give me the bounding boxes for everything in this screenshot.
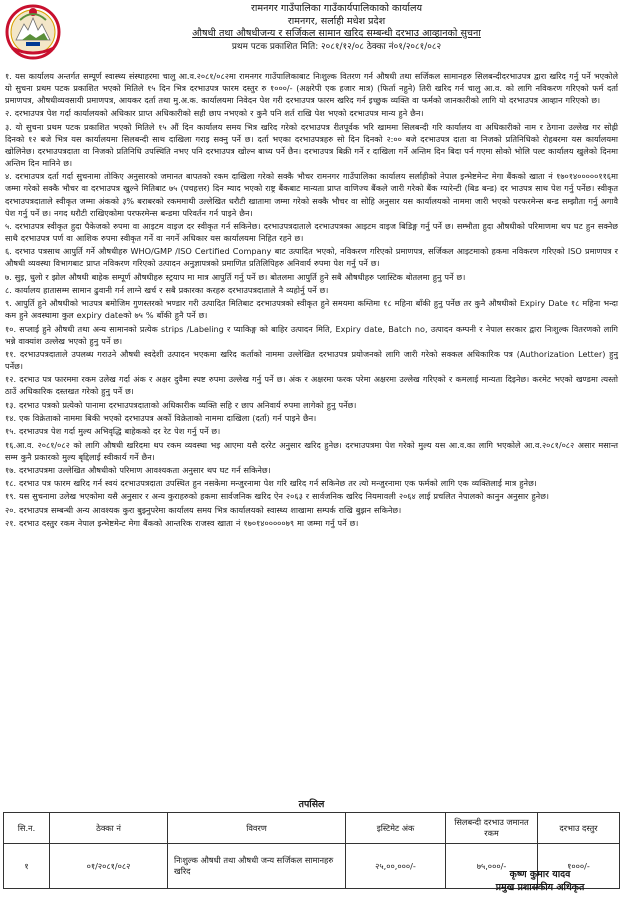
clause-1: १. यस कार्यालय अन्तर्गत सम्पूर्ण स्वास्थ्य संस्थाहरमा चालु आ.व.२०८१/०८२मा रामनगर गाउँपालिकाबाट निःशुल्क वितरण गर्न औषधी तथा सर्जिकल सामानहरु सिलबन्दीदरभाउपत्र द्वारा खरिद गर्नु पर्ने भएकोले यो सुचना प्रथम पटक प्रकाशित भएको मितिले १५ दिन भित्र दरभाउपत्र फारम दस्तुर रु १०००/- (अक्षरेपी एक हजार मात्र) (फिर्ता नहुने) तिरी खरिद गर्न चालु आ.व. को लागि नविकरण गरिएको फर्म दर्ता प्रमाणपत्र, औषधीव्यवसायी प्रमाणपत्र, आयकर दर्ता तथा मु.अ.क. कार्यालयमा निवेदन पेश गरी दरभाउपत्र फारम खरिद गर्न इच्छुक व्यक्ति वा फर्मको जानकारीको लागि यो दरभाउपत्र आव्हान गरिएको छ। (5, 71, 618, 106)
clause-17: १७. दरभाउपत्रमा उल्लेखित औषधीको परिमाण आवश्यकता अनुसार थप घट गर्न सकिनेछ। (5, 464, 271, 475)
clause-13: १३. दरभाउ पत्रको प्रत्येको पानामा दरभाउपत्रदाताको अधिकारीक व्यक्ति सहि र छाप अनिवार्य रुपमा लागेको हुनु पर्नेछ। (5, 399, 357, 410)
clause-4: ४. दरभाउपत्र दर्ता गर्दा सुचनामा तोकिए अनुसारको जमानत बापतको रकम दाखिला गरेको सक्कै भौचर रामनगर गाउँपालिका कार्यालय सर्लाहीको नेपाल इन्भेष्टमेन्ट मेगा बैंकको खाता नं १७०१४०००००११६मा जम्मा गरेको सक्कै भौचर वा दरभाउपत्र खुल्ने मितिबाट ७५ (पचहत्तर) दिन म्याद भएको राष्ट्र बैंकबाट मान्यता प्राप्त वाणिज्य बैंकले जारी गरेको बैंक ग्यारेन्टी (बिड बन्ड) दर भाउपत्र साथ पेश गर्नु पर्नेछ। स्वीकृत दरभाउपत्रदाताले स्वीकृत जम्मा अंकको ३% बराबरको रकममाथी उल्लेखित धरौटी खातामा जम्मा गरेको सक्कै भौचर वा सोहि अनुसार यस कार्यालयको नाममा जारी भएको परफरमेन्स बन्ड सम्झौता गर्नु अगावै पेश गर्नु पर्ने छ। नगद धरौटी राखिएकोमा परफरमेन्स बन्डमा परिवर्तन गर्न पाइने छैन। (5, 171, 618, 218)
table-cell-description: निःशुल्क औषधी तथा औषधी जन्य सर्जिकल सामानहरु खरिद (168, 844, 346, 889)
signatory-name: कृष्ण कुमार यादव (509, 869, 571, 880)
table-title: तपसिल (298, 799, 325, 810)
notice-header (70, 3, 603, 53)
column-header: सिलबन्दी दरभाउ जमानत रकम (446, 813, 538, 844)
signatory-title: प्रमुख प्रशासकीय अधिकृत (495, 882, 585, 893)
table-cell-fee: १०००/- (538, 844, 620, 889)
clause-3: ३. यो सुचना प्रथम पटक प्रकाशित भएको मितिले १५ औं दिन कार्यालय समय भित्र खरिद गरेको दरभाउपत्र रीतपूर्वक भरि खाममा सिलबन्दी गरि कार्यालय वा अधिकारीको नाम र ठेगाना उल्लेख गर सोह्री दिनको १२ बजे भित्र यस कार्यालयमा सिलबन्दी साथ दाखिला गराइ सक्नु पर्ने छ। दर्ता भएका दरभाउपत्रहरु सो दिन दिनको २:०० बजे दरभाउपत्र दाता वा निजको प्रतिनिधिको रोहबरमा यस कार्यालयमा खोलिनेछ। दरभाउपत्रदाता वा निजको प्रतिनिधि उपस्थिति नभए पनि दरभाउपत्र खोल्न बाध्य पर्ने छैन। दरभाउपत्र बिक्री गर्ने र दाखिला गर्ने अन्तिम दिन बिदा पर्न गएमा सोको भोलि पल्ट कार्यालय खुलेको दिनमा अन्तिम दिन मानिने छ। (5, 121, 618, 169)
clause-19: १९. यस सुचनामा उलेख भएकोमा यसै अनुसार र अन्य कुराहरुको हकमा सार्वजनिक खरिद ऐन २०६३ र सार्वजनिक खरिद नियमावली २०६४ लाई प्रचलित नेपालको कानुन अनुसार हुनेछ। (5, 491, 549, 502)
signature-block (460, 868, 620, 894)
table-cell-bid-security: ७५,०००/- (446, 844, 538, 889)
table-cell-estimate: २५,००,०००/- (346, 844, 446, 889)
column-header: इस्टिमेट अंक (346, 813, 446, 844)
clause-18: १८. दरभाउ पत्र फारम खरिद गर्न स्वयं दरभाउपत्रदाता उपस्थित हुन नसकेमा मन्जुरनामा पेश गरि खरिद गर्न सकिनेछ तर त्यो मन्जुरनामा एक फर्मको लागि एक व्यक्तिलाई मात्र हुनेछ। (5, 478, 537, 489)
column-header: सि.न. (4, 813, 50, 844)
table-cell-sn: १ (4, 844, 50, 889)
table-header-row (4, 813, 620, 844)
clause-14: १४. एक विक्रेताको नाममा बिकी भएको दरभाउपत्र अर्को विक्रेताको नाममा दाखिला (दर्ता) गर्न पाइने छैन। (5, 412, 317, 423)
clause-20: २०. दरभाउपत्र सम्बन्धी अन्य आवश्यक कुरा बुझ्नुपरेमा कार्यालय समय भित्र कार्यालयको स्वास्थ्य शाखामा सम्पर्क राखि बुझन सकिनेछ। (5, 504, 402, 515)
clause-11: ११. दरभाउपत्रदाताले उपलब्ध गराउने औषधी स्वदेशी उत्पादन भएकमा खरिद कर्ताको नाममा उल्लेखित दरभाउपत्र प्रयोजनको लागि जारी गरेको सक्कल अधिकारिक पत्र (Authorization Letter) हुनु पर्नेछ। (5, 348, 618, 372)
clause-16: १६.आ.व. २०८१/०८२ को लागि औषधी खरिदमा थप रकम व्यवस्था भइ आएमा यसै दररेट अनुसार खरिद हुनेछ। दरभाउपत्रमा पेश गरेको मुल्य यस आ.व.का लागि भएकोले आ.व.२०८१/०८२ असार मसान्त सम्म कुनै प्रकारको मुल्य बृद्दिलाई स्वीकार्य गर्ने छैन। (5, 439, 618, 462)
clause-21: २१. दरभाउ दस्तुर रकम नेपाल इन्भेष्टमेन्ट मेगा बैंकको आन्तरिक राजस्व खाता नं १७०१४०००००७९ मा जम्मा गर्नु पर्ने छ। (5, 518, 359, 529)
clause-7: ७. सुइ, धुलो र झोल औषधी बाहेक सम्पूर्ण औषधीहरु स्ट्रयाप मा मात्र आपुर्ति गर्नु पर्ने छ। बोतलमा आपुर्ति हुने सबै औषधीहरु प्लास्टिक बोतलमा हुनु पर्ने छ। (5, 271, 466, 282)
clause-2: २. दरभाउपत्र पेश गर्दा कार्यालयको अधिकार प्राप्त अधिकारीको सही छाप नभएको र कुनै पनि शर्त राखि पेश भएको दरभाउपत्र मान्य हुने छैन। (5, 108, 424, 119)
clause-9: ९. आपुर्ति हुने औषधीको भाउपत्र बमोजिम गुणस्तरको भण्डार गरी उत्पादित मितिबाट दरभाउपत्रको स्वीकृत हुने समयमा कम्तिमा १८ महिना बाँकी हुनु पर्नेछ तर कुनै औषधीको Expiry Date १८ महिना भन्दा कम हुने अवस्थामा कुल expiry dateको ७५ % बाँकी हुनै पर्ने छ। (5, 298, 618, 321)
column-header: दरभाउ दस्तुर (538, 813, 620, 844)
clause-15: १५. दरभाउपत्र पेश गर्दा मुल्य अभिवृद्धि बाहेकको दर रेट पेश गर्नु पर्ने छ। (5, 426, 221, 437)
column-header: विवरण (168, 813, 346, 844)
publish-meta: प्रथम पटक प्रकाशित मिति: २०८१/१२/०८ ठेक्का नं०१/२०८१/०८२ (231, 41, 442, 52)
clause-5: ५. दरभाउपत्र स्वीकृत हुदा पैकेजको रुपमा वा आइटम वाइज दर स्वीकृत गर्न सकिनेछ। दरभाउपत्रदाताले दरभाउपत्रका आइटम वाइज बिडिङ्ग गर्नु पर्ने छ। सम्भौता हुदा औषधीको परिमाणमा थप घट हुन सक्नेछ साथै दरभाउपत्र पर्ण वा आशिक रुपमा स्वीकृत गर्ने वा नगर्ने अधिकार यस कार्यालयमा निहित रहने छ। (5, 220, 618, 243)
clause-12: १२. दरभाउ पत्र फारममा रकम उलेख गर्दा अंक र अक्षर दुवैमा स्पष्ट रुपमा उल्लेख गर्नु पर्ने छ। अंक र अक्षरमा फरक परेमा अक्षरमा उल्लेख गरिएको र कमलाई मान्यता दिइनेछ। करमेट भएको खण्डमा त्यस्तो ठाउँ अधिकारिक दस्तखत गरेको हुनु पर्ने छ। (5, 374, 618, 397)
column-header: ठेक्का नं (50, 813, 168, 844)
notice-body (5, 70, 618, 530)
office-address: रामनगर, सर्लाही मधेश प्रदेश (287, 15, 386, 27)
clause-6: ६. दरभाउ पत्रसाथ आपुर्ति गर्ने औषधीहरु WHO/GMP /ISO Certified Company बाट उत्पादित भएको, नविकरण गरिएको प्रमाणपत्र, सर्जिकल आइटमाको हकमा नविकरण गरिएको ISO प्रमाणपत्र र औषधी व्यवस्था विभागबाट प्राप्त नविकरण गरिएको उत्पादन अनुज्ञापत्रको प्रमाणित प्रतिलिपिहरु अनिवार्य रुपमा पेश गर्नु पर्ने छ। (5, 246, 618, 269)
clause-10: १०. सप्लाई हुने औषधी तथा अन्य सामानको प्रत्येक strips /Labeling र प्याकिङ्ग को बाहिर उत्पादन मिति, Expiry date, Batch no, उत्पादन कम्पनी र नेपाल सरकार द्वारा निःशुल्क वितरणको लागि भन्ने वाक्यांश उल्लेख भएको हुनु पर्ने छ। (5, 323, 618, 346)
clause-8: ८. कार्यालय हातासम्म सामान ढुवानी गर्न लाग्ने खर्च र सबै प्रकारका करहरु दरभाउपत्रदाताले नै व्यहोर्नु पर्ने छ। (5, 284, 329, 295)
office-name: रामनगर गाउँपालिका गाउँकार्यपालिकाको कार्यालय (250, 3, 423, 14)
notice-subject: औषधी तथा औषधीजन्य र सर्जिकल सामान खरिद सम्बन्धी दरभाउ आव्हानको सुचना (192, 28, 481, 39)
table-cell-contract-no: ०१/२०८१/०८२ (50, 844, 168, 889)
nepal-emblem-icon (4, 2, 62, 60)
